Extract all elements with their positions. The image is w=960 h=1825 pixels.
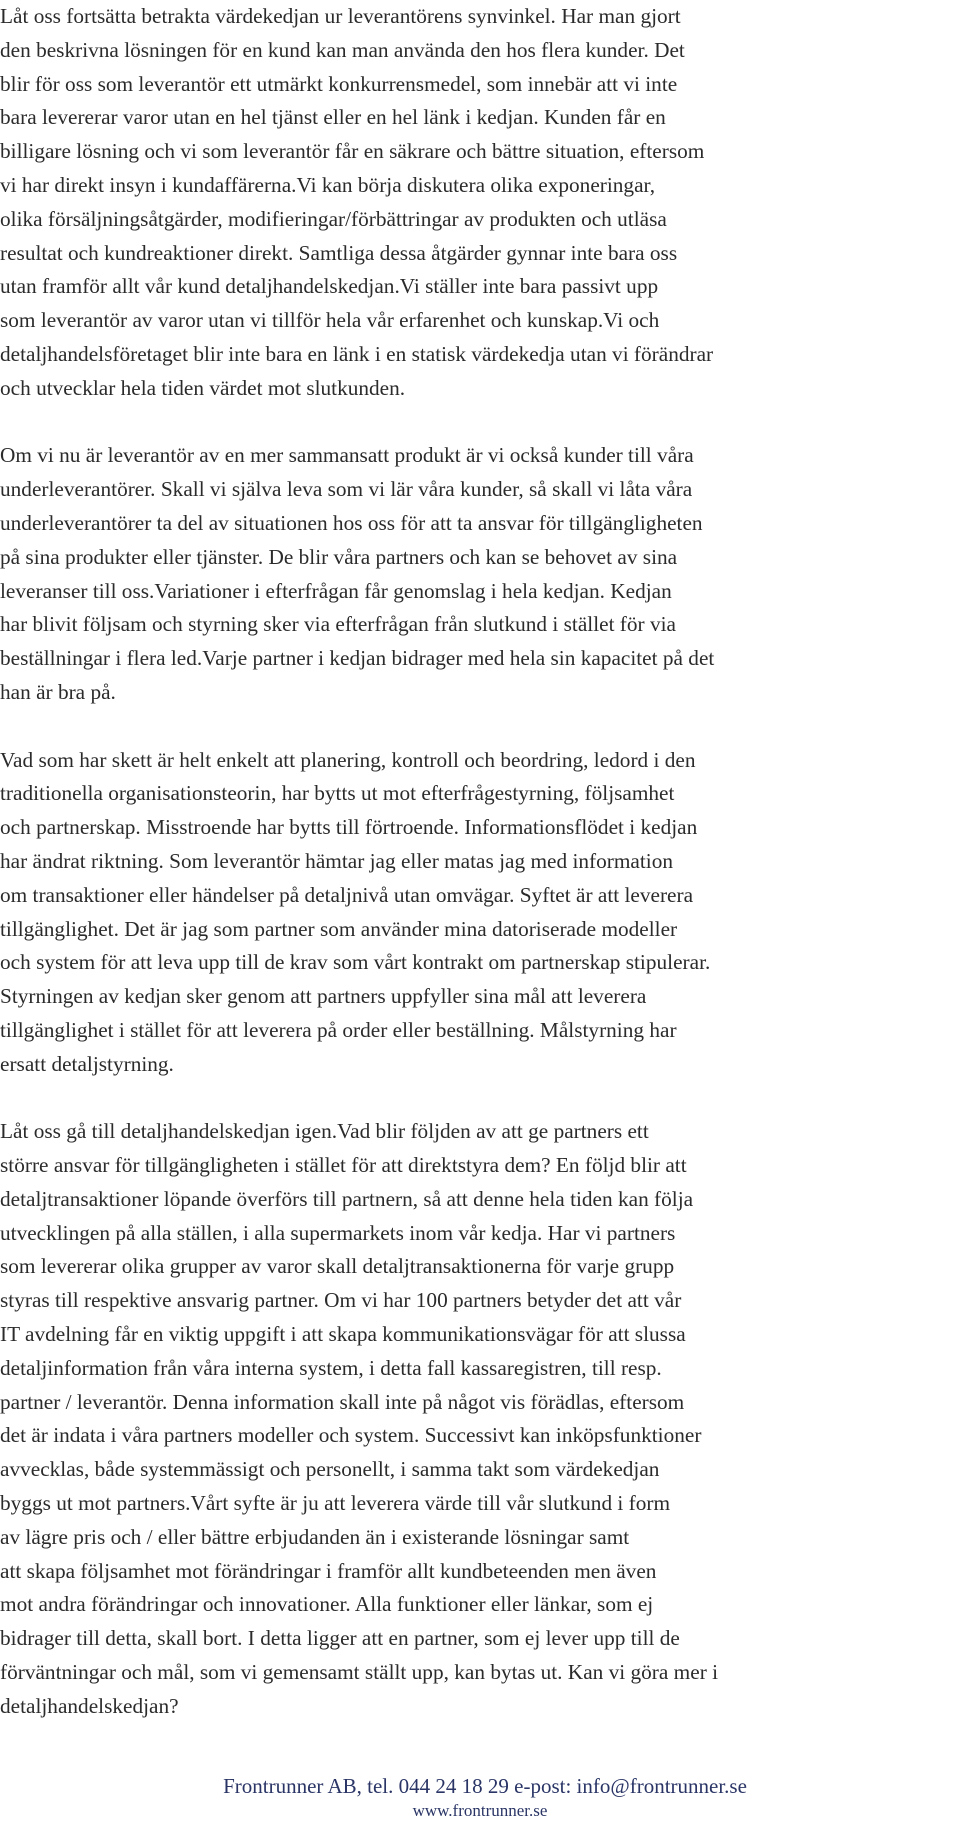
text-line: resultat och kundreaktioner direkt. Samtliga dessa åtgärder gynnar inte bara oss — [0, 240, 678, 265]
text-line: olika försäljningsåtgärder, modifieringar/förbättringar av produkten och utläsa — [0, 206, 667, 231]
footer-website-link[interactable]: www.frontrunner.se — [412, 1801, 548, 1820]
text-line: som levererar olika grupper av varor skall detaljtransaktionerna för varje grupp — [0, 1254, 675, 1279]
text-line: har blivit följsam och styrning sker via efterfrågan från slutkund i stället för via — [0, 612, 676, 637]
text-line: av lägre pris och / eller bättre erbjudanden än i existerande lösningar samt — [0, 1524, 630, 1549]
text-line: tillgänglighet i stället för att leverera på order eller beställning. Målstyrning har — [0, 1017, 677, 1042]
paragraph — [0, 1115, 960, 1723]
text-line: förväntningar och mål, som vi gemensamt ställt upp, kan bytas ut. Kan vi göra mer i — [0, 1660, 719, 1685]
text-line: Låt oss fortsätta betrakta värdekedjan ur leverantörens synvinkel. Har man gjort — [0, 4, 681, 28]
text-line: mot andra förändringar och innovationer. Alla funktioner eller länkar, som ej — [0, 1592, 654, 1617]
text-line: att skapa följsamhet mot förändringar i framför allt kundbeteenden men även — [0, 1558, 657, 1583]
text-line: beställningar i flera led.Varje partner i kedjan bidrager med hela sin kapacitet på det — [0, 646, 715, 671]
text-line: större ansvar för tillgängligheten i stället för att direktstyra dem? En följd blir att — [0, 1153, 687, 1178]
text-line: tillgänglighet. Det är jag som partner som använder mina datoriserade modeller — [0, 916, 678, 941]
text-line: och partnerskap. Misstroende har bytts till förtroende. Informationsflödet i kedjan — [0, 815, 698, 840]
footer-contact: Frontrunner AB, tel. 044 24 18 29 e-post: info@frontrunner.se — [223, 1774, 747, 1798]
text-line: och system för att leva upp till de krav som vårt kontrakt om partnerskap stipulerar. — [0, 950, 711, 975]
text-line: detaljhandelsföretaget blir inte bara en länk i en statisk värdekedja utan vi förändrar — [0, 341, 714, 366]
text-line: som leverantör av varor utan vi tillför hela vår erfarenhet och kunskap.Vi och — [0, 308, 660, 333]
text-line: utvecklingen på alla ställen, i alla supermarkets inom vår kedja. Har vi partners — [0, 1220, 676, 1245]
text-line: det är indata i våra partners modeller och system. Successivt kan inköpsfunktioner — [0, 1423, 702, 1448]
text-line: Om vi nu är leverantör av en mer sammansatt produkt är vi också kunder till våra — [0, 443, 694, 468]
paragraph — [0, 744, 960, 1082]
text-line: detaljhandelskedjan? — [0, 1693, 179, 1718]
text-line: den beskrivna lösningen för en kund kan man använda den hos flera kunder. Det — [0, 37, 685, 62]
text-line: utan framför allt vår kund detaljhandelskedjan.Vi ställer inte bara passivt upp — [0, 274, 659, 299]
text-line: Vad som har skett är helt enkelt att planering, kontroll och beordring, ledord i den — [0, 747, 696, 772]
text-line: Låt oss gå till detaljhandelskedjan igen.Vad blir följden av att ge partners ett — [0, 1119, 649, 1144]
paragraph — [0, 0, 960, 406]
text-line: IT avdelning får en viktig uppgift i att skapa kommunikationsvägar för att slussa — [0, 1322, 686, 1347]
text-line: byggs ut mot partners.Vårt syfte är ju att leverera värde till vår slutkund i form — [0, 1491, 671, 1516]
text-line: om transaktioner eller händelser på detaljnivå utan omvägar. Syftet är att leverera — [0, 882, 694, 907]
text-line: underleverantörer. Skall vi själva leva som vi lär våra kunder, så skall vi låta våra — [0, 477, 693, 502]
text-line: avvecklas, både systemmässigt och personellt, i samma takt som värdekedjan — [0, 1457, 660, 1482]
text-line: leveranser till oss.Variationer i efterfrågan får genomslag i hela kedjan. Kedjan — [0, 578, 672, 603]
text-line: detaljtransaktioner löpande överförs till partnern, så att denne hela tiden kan följa — [0, 1186, 694, 1211]
text-line: billigare lösning och vi som leverantör får en säkrare och bättre situation, eftersom — [0, 139, 705, 164]
text-line: blir för oss som leverantör ett utmärkt konkurrensmedel, som innebär att vi inte — [0, 71, 678, 96]
text-line: partner / leverantör. Denna information skall inte på något vis förädlas, eftersom — [0, 1389, 685, 1414]
text-line: detaljinformation från våra interna system, i detta fall kassaregistren, till resp. — [0, 1355, 662, 1380]
text-line: underleverantörer ta del av situationen hos oss för att ta ansvar för tillgängligheten — [0, 510, 703, 535]
text-line: på sina produkter eller tjänster. De blir våra partners och kan se behovet av sina — [0, 544, 678, 569]
text-line: han är bra på. — [0, 679, 116, 704]
page-footer — [0, 1772, 960, 1822]
text-line: och utvecklar hela tiden värdet mot slutkunden. — [0, 375, 406, 400]
text-line: har ändrat riktning. Som leverantör hämtar jag eller matas jag med information — [0, 848, 673, 873]
text-line: bara levererar varor utan en hel tjänst eller en hel länk i kedjan. Kunden får en — [0, 105, 666, 130]
paragraph — [0, 439, 960, 709]
text-line: ersatt detaljstyrning. — [0, 1051, 174, 1076]
text-line: bidrager till detta, skall bort. I detta ligger att en partner, som ej lever upp till de — [0, 1626, 680, 1651]
text-line: vi har direkt insyn i kundaffärerna.Vi kan börja diskutera olika exponeringar, — [0, 172, 656, 197]
text-line: Styrningen av kedjan sker genom att partners uppfyller sina mål att leverera — [0, 984, 647, 1009]
text-line: traditionella organisationsteorin, har bytts ut mot efterfrågestyrning, följsamhet — [0, 781, 675, 806]
text-line: styras till respektive ansvarig partner. Om vi har 100 partners betyder det att vår — [0, 1288, 682, 1313]
